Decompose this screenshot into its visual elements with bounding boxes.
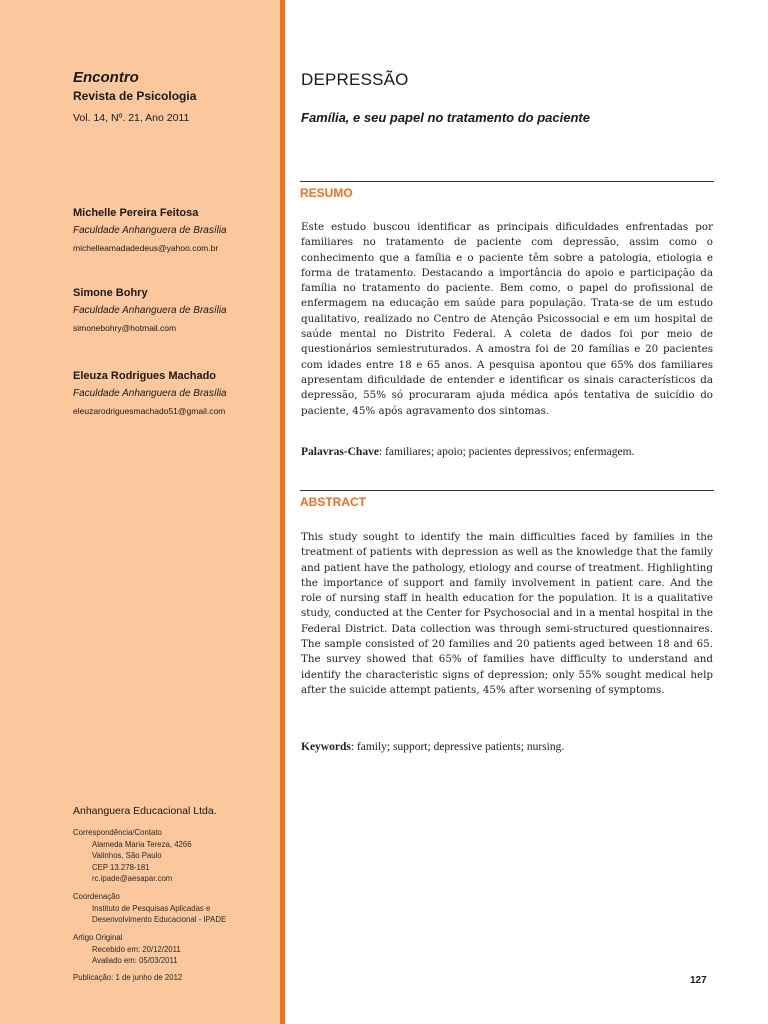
author-block bbox=[73, 370, 273, 416]
resumo-heading bbox=[300, 181, 714, 202]
article-title: DEPRESSÃO bbox=[301, 70, 409, 89]
author-block bbox=[73, 287, 273, 333]
resumo-heading-text: RESUMO bbox=[300, 186, 353, 200]
page-number: 127 bbox=[690, 975, 707, 986]
author-email: simonebohry@hotmail.com bbox=[73, 323, 177, 333]
abstract-text: This study sought to identify the main difficulties faced by families in the treatment of patients with depression as well as the knowledge that the family and patient have the pathology, etiology and course of treatment. Highlighting the importance of support and family involvement in patient care. And the role of nursing staff in health education for the population. It is a qualitative study, conducted at the Center for Psychosocial and in a mental hospital in the Federal District. Data collection was through semi-structured questionnaires. The sample consisted of 20 families and 20 patients aged between 18 and 65. The survey showed that 65% of families have difficulty to understand and identify the characteristic signs of depression; only 55% sought medical help after the suicide attempt patients, 45% after worsening of symptoms. bbox=[301, 531, 713, 696]
correspondence-label: Correspondência/Contato bbox=[73, 828, 162, 837]
resumo-keywords bbox=[301, 446, 713, 458]
correspondence-line: Valinhos, São Paulo bbox=[92, 851, 162, 860]
correspondence-line: CEP 13.278-181 bbox=[92, 862, 150, 872]
sidebar-divider bbox=[280, 0, 285, 1024]
publication-date: Publicação: 1 de junho de 2012 bbox=[73, 973, 183, 982]
abstract-heading bbox=[300, 490, 714, 511]
coordination-line: Instituto de Pesquisas Aplicadas e bbox=[92, 903, 211, 913]
journal-name: Encontro bbox=[73, 69, 139, 86]
author-email: eleuzarodriguesmachado51@gmail.com bbox=[73, 406, 226, 416]
correspondence-line: rc.ipade@aesapar.com bbox=[92, 874, 173, 883]
author-institution: Faculdade Anhanguera de Brasília bbox=[73, 305, 227, 316]
author-name: Simone Bohry bbox=[73, 287, 148, 299]
article-type-block bbox=[73, 932, 273, 967]
author-name: Eleuza Rodrigues Machado bbox=[73, 370, 217, 382]
author-email: michelleamadadedeus@yahoo.com.br bbox=[73, 243, 219, 253]
keywords-list: : familiares; apoio; pacientes depressivos; enfermagem. bbox=[378, 446, 635, 458]
received-date: Recebido em: 20/12/2011 bbox=[92, 944, 181, 954]
author-name: Michelle Pereira Feitosa bbox=[73, 207, 199, 219]
abstract-heading-text: ABSTRACT bbox=[300, 495, 366, 509]
author-institution: Faculdade Anhanguera de Brasília bbox=[73, 225, 227, 236]
keywords-label: Palavras-Chave bbox=[301, 446, 379, 458]
resumo-text: Este estudo buscou identificar as principais dificuldades enfrentadas por familiares no tratamento de paciente com depressão, assim como o conhecimento que a família e o paciente têm sobre a patologia, etiologia e forma de tratamento. Destacando a importância do apoio e participação da família no tratamento do paciente. Bem como, o papel do profissional de enfermagem na educação em saúde para população. Trata-se de um estudo qualitativo, realizado no Centro de Atenção Psicossocial e em um hospital de saúde mental no Distrito Federal. A coleta de dados foi por meio de questionários semiestruturados. A amostra foi de 20 famílias e 20 pacientes com idades entre 18 e 65 anos. A pesquisa apontou que 65% dos familiares apresentam dificuldade de entender e identificar os sinais característicos da depressão, 55% só procuraram ajuda médica após tentativa de suicídio do paciente, 45% após agravamento dos sintomas. bbox=[301, 221, 713, 417]
abstract-keywords bbox=[301, 741, 713, 753]
journal-volume: Vol. 14, Nº. 21, Ano 2011 bbox=[73, 112, 190, 124]
author-institution: Faculdade Anhanguera de Brasília bbox=[73, 388, 227, 399]
correspondence-block bbox=[73, 827, 273, 885]
evaluated-date: Avaliado em: 05/03/2011 bbox=[92, 956, 178, 965]
publisher-name: Anhanguera Educacional Ltda. bbox=[73, 805, 217, 817]
coordination-line: Desenvolvimento Educacional - IPADE bbox=[92, 915, 227, 924]
correspondence-line: Alameda Maria Tereza, 4266 bbox=[92, 839, 192, 849]
coordination-label: Coordenação bbox=[73, 892, 120, 901]
keywords-list: : family; support; depressive patients; nursing. bbox=[350, 741, 565, 753]
journal-subtitle: Revista de Psicologia bbox=[73, 89, 197, 103]
coordination-block bbox=[73, 891, 273, 926]
keywords-label: Keywords bbox=[301, 741, 351, 753]
article-subtitle: Família, e seu papel no tratamento do paciente bbox=[301, 110, 590, 125]
article-type-label: Artigo Original bbox=[73, 933, 123, 942]
author-block bbox=[73, 207, 273, 253]
